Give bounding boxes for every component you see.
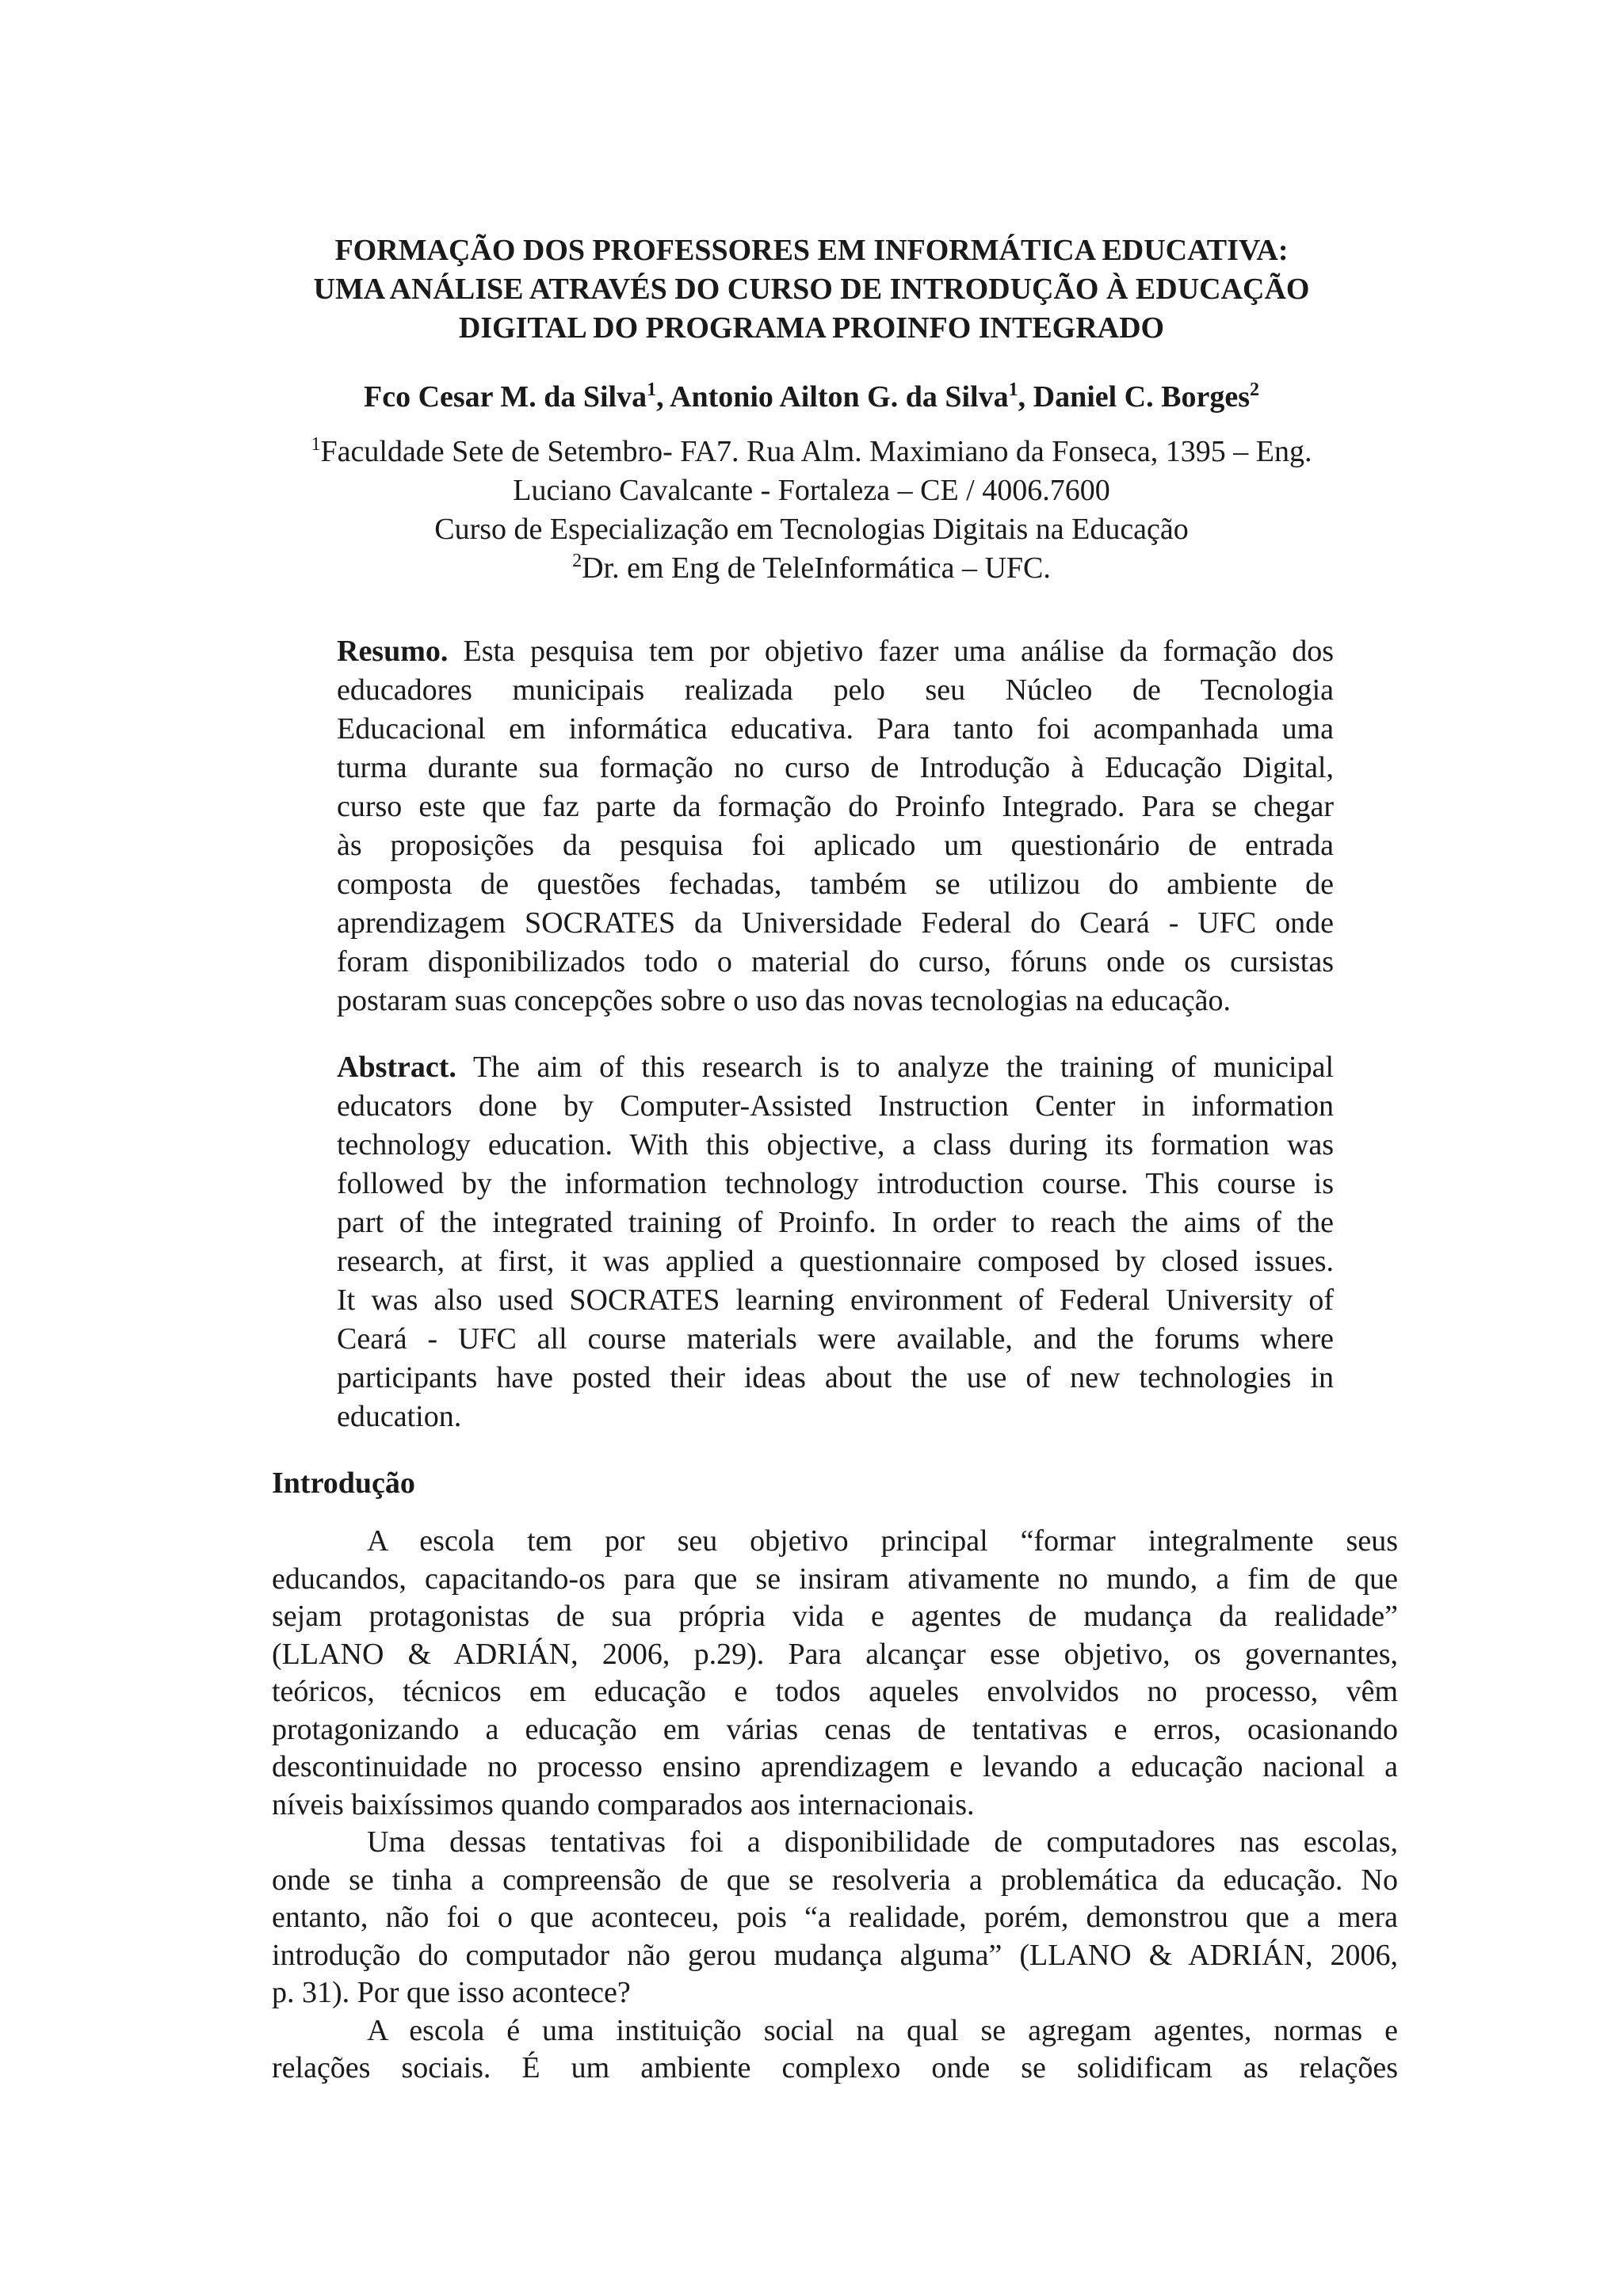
- body-line: relações sociais. É um ambiente complexo onde se solidificam as relações: [272, 2051, 1398, 2084]
- author-name: Daniel C. Borges: [1033, 380, 1250, 414]
- affiliation-marker: 1: [311, 434, 321, 455]
- abstract-line: [337, 1048, 1334, 1087]
- affiliation-line: [238, 433, 1385, 471]
- author-list: [238, 379, 1385, 415]
- body-line: A escola é uma instituição social na qual se agregam agentes, normas e: [367, 2013, 1398, 2047]
- abstract-line: It was also used SOCRATES learning environment of Federal University of: [337, 1283, 1334, 1317]
- section-heading-introducao: Introdução: [272, 1466, 415, 1500]
- body-line: protagonizando a educação em várias cenas de tentativas e erros, ocasionando: [272, 1712, 1398, 1746]
- body-line: educandos, capacitando-os para que se insiram ativamente no mundo, a fim de que: [272, 1562, 1398, 1596]
- abstract-label: Abstract.: [337, 1051, 456, 1084]
- author-affiliation-marker: 1: [1008, 379, 1018, 400]
- title-line: FORMAÇÃO DOS PROFESSORES EM INFORMÁTICA EDUCATIVA:: [334, 234, 1289, 267]
- abstract-line: education.: [337, 1400, 462, 1433]
- title-line: DIGITAL DO PROGRAMA PROINFO INTEGRADO: [458, 311, 1165, 345]
- resumo-line: curso este que faz parte da formação do Proinfo Integrado. Para se chegar: [337, 790, 1334, 823]
- title-line: UMA ANÁLISE ATRAVÉS DO CURSO DE INTRODUÇÃO À EDUCAÇÃO: [313, 273, 1310, 306]
- paper-title: [238, 231, 1385, 348]
- abstract-paragraph: [337, 1048, 1334, 1436]
- resumo-label: Resumo.: [337, 635, 449, 668]
- affiliations: [238, 433, 1385, 588]
- body-line: entanto, não foi o que aconteceu, pois “a realidade, porém, demonstrou que a mera: [272, 1901, 1398, 1934]
- abstract-line: educators done by Computer-Assisted Instruction Center in information: [337, 1089, 1334, 1123]
- affiliation-text: Dr. em Eng de TeleInformática – UFC.: [582, 551, 1051, 585]
- abstract-line: followed by the information technology introduction course. This course is: [337, 1167, 1334, 1200]
- resumo-line: foram disponibilizados todo o material do curso, fóruns onde os cursistas: [337, 945, 1334, 978]
- author-affiliation-marker: 2: [1250, 379, 1259, 400]
- body-line: sejam protagonistas de sua própria vida e agentes de mudança da realidade”: [272, 1600, 1398, 1633]
- resumo-paragraph: [337, 632, 1334, 1020]
- author-name: Fco Cesar M. da Silva: [363, 380, 647, 414]
- introduction-body: [272, 1523, 1398, 2088]
- author-separator: ,: [1018, 380, 1033, 414]
- affiliation-marker: 2: [572, 551, 582, 571]
- resumo-line: composta de questões fechadas, também se utilizou do ambiente de: [337, 868, 1334, 901]
- resumo-line: educadores municipais realizada pelo seu Núcleo de Tecnologia: [337, 673, 1334, 707]
- abstract-line: Ceará - UFC all course materials were available, and the forums where: [337, 1322, 1334, 1356]
- body-line: A escola tem por seu objetivo principal “formar integralmente seus: [367, 1524, 1398, 1558]
- affiliation-line: Luciano Cavalcante - Fortaleza – CE / 4006.7600: [513, 474, 1110, 507]
- author-affiliation-marker: 1: [647, 379, 657, 400]
- abstract-line: research, at first, it was applied a questionnaire composed by closed issues.: [337, 1245, 1334, 1278]
- abstract-line: participants have posted their ideas about the use of new technologies in: [337, 1361, 1334, 1394]
- abstract-line: technology education. With this objective, a class during its formation was: [337, 1128, 1334, 1161]
- abstract-line: part of the integrated training of Proinfo. In order to reach the aims of the: [337, 1206, 1334, 1239]
- resumo-line: postaram suas concepções sobre o uso das novas tecnologias na educação.: [337, 984, 1232, 1017]
- body-line: introdução do computador não gerou mudança alguma” (LLANO & ADRIÁN, 2006,: [272, 1938, 1398, 1972]
- body-line: Uma dessas tentativas foi a disponibilidade de computadores nas escolas,: [367, 1825, 1398, 1859]
- body-line: p. 31). Por que isso acontece?: [272, 1976, 631, 2009]
- body-line: onde se tinha a compreensão de que se resolveria a problemática da educação. No: [272, 1863, 1398, 1897]
- resumo-line: [337, 632, 1334, 671]
- abstract-text: The aim of this research is to analyze the training of municipal: [456, 1051, 1334, 1084]
- resumo-text: Esta pesquisa tem por objetivo fazer uma análise da formação dos: [448, 635, 1334, 668]
- author-separator: ,: [656, 380, 670, 414]
- affiliation-text: Faculdade Sete de Setembro- FA7. Rua Alm. Maximiano da Fonseca, 1395 – Eng.: [320, 435, 1312, 468]
- body-line: teóricos, técnicos em educação e todos aqueles envolvidos no processo, vêm: [272, 1675, 1398, 1708]
- author-name: Antonio Ailton G. da Silva: [670, 380, 1009, 414]
- resumo-line: aprendizagem SOCRATES da Universidade Federal do Ceará - UFC onde: [337, 906, 1334, 940]
- resumo-line: Educacional em informática educativa. Para tanto foi acompanhada uma: [337, 712, 1334, 746]
- resumo-line: turma durante sua formação no curso de Introdução à Educação Digital,: [337, 751, 1334, 784]
- resumo-line: às proposições da pesquisa foi aplicado um questionário de entrada: [337, 829, 1334, 862]
- body-line: níveis baixíssimos quando comparados aos internacionais.: [272, 1787, 975, 1821]
- affiliation-line: [238, 549, 1385, 588]
- body-line: (LLANO & ADRIÁN, 2006, p.29). Para alcançar esse objetivo, os governantes,: [272, 1637, 1398, 1671]
- body-line: descontinuidade no processo ensino aprendizagem e levando a educação nacional a: [272, 1750, 1398, 1783]
- affiliation-line: Curso de Especialização em Tecnologias Digitais na Educação: [434, 513, 1189, 546]
